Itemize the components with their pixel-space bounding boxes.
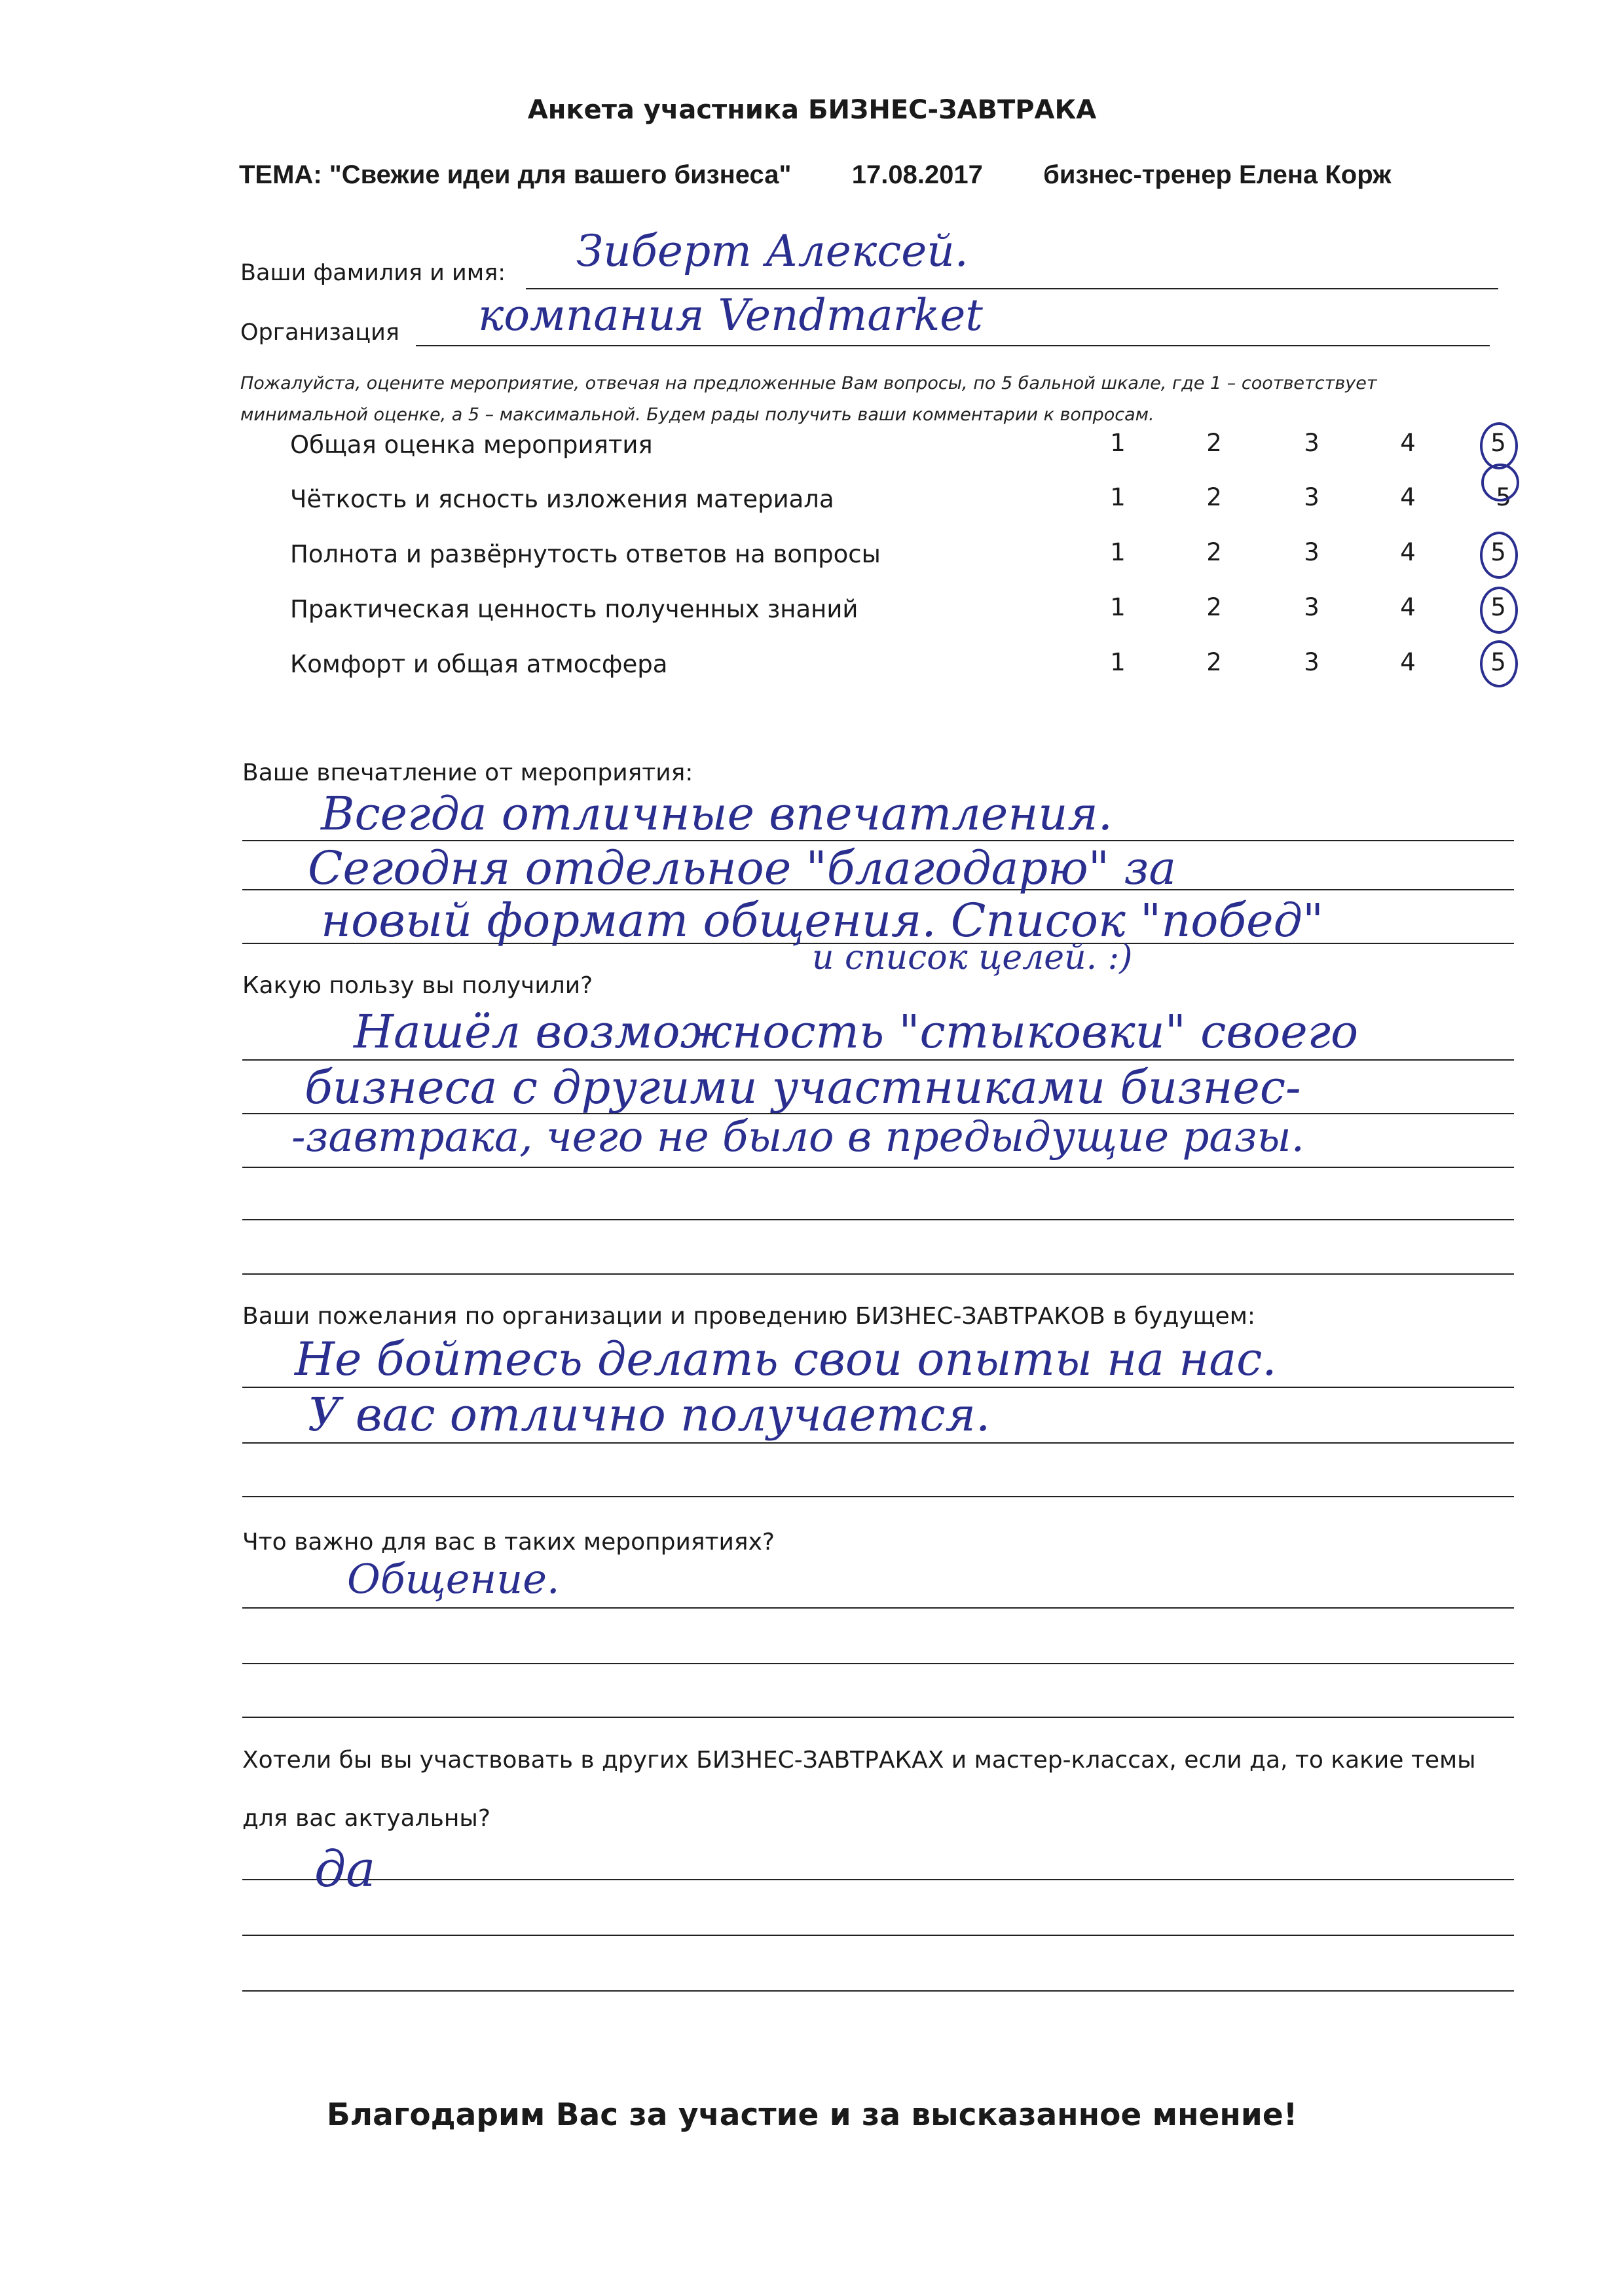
impression-answer-line-1[interactable]: Всегда отличные впечатления. — [321, 787, 1113, 841]
org-label: Организация — [240, 319, 399, 346]
rating-option-3[interactable]: 3 — [1304, 648, 1320, 676]
important-label: Что важно для вас в таких мероприятиях? — [242, 1529, 775, 1556]
answer-line — [242, 1167, 1514, 1168]
rating-option-1[interactable]: 1 — [1110, 429, 1126, 457]
benefit-answer-line-3[interactable]: -завтрака, чего не было в предыдущие разы. — [291, 1113, 1304, 1161]
answer-line — [242, 1935, 1514, 1936]
rating-option-3[interactable]: 3 — [1304, 429, 1320, 457]
rating-option-2[interactable]: 2 — [1206, 483, 1222, 511]
rating-option-3[interactable]: 3 — [1304, 483, 1320, 511]
selected-rating-circle — [1480, 422, 1518, 469]
answer-line — [242, 1717, 1514, 1718]
rating-option-5[interactable]: 5 — [1496, 483, 1511, 511]
rating-option-3[interactable]: 3 — [1304, 538, 1320, 566]
selected-rating-circle — [1480, 532, 1518, 579]
rating-option-1[interactable]: 1 — [1110, 538, 1126, 566]
rating-option-1[interactable]: 1 — [1110, 483, 1126, 511]
impression-label: Ваше впечатление от мероприятия: — [242, 759, 693, 786]
rating-option-3[interactable]: 3 — [1304, 593, 1320, 621]
rating-instructions: Пожалуйста, оцените мероприятие, отвечая на предложенные Вам вопросы, по 5 бальной шкале, где 1 – соответствует минимальной оценке, а 5 – максимальной. Будем рады получить ваши комментарии к вопросам. — [240, 373, 1377, 425]
impression-answer-line-3[interactable]: новый формат общения. Список "побед" — [321, 894, 1324, 947]
rating-option-5[interactable]: 5 — [1490, 538, 1506, 566]
rating-option-4[interactable]: 4 — [1400, 429, 1416, 457]
rating-question: Комфорт и общая атмосфера — [290, 650, 668, 678]
impression-answer-line-4[interactable]: и список целей. :) — [812, 938, 1133, 977]
rating-option-5[interactable]: 5 — [1490, 593, 1506, 621]
impression-answer-line-2[interactable]: Сегодня отдельное "благодарю" за — [308, 841, 1177, 895]
benefit-label: Какую пользу вы получили? — [242, 972, 593, 999]
rating-option-4[interactable]: 4 — [1400, 648, 1416, 676]
future-label-line-1: Хотели бы вы участвовать в других БИЗНЕС-ЗАВТРАКАХ и мастер-классах, если да, то какие темы — [242, 1747, 1476, 1774]
selected-rating-circle — [1480, 587, 1518, 634]
rating-option-5[interactable]: 5 — [1490, 648, 1506, 676]
answer-line — [242, 1607, 1514, 1609]
rating-option-4[interactable]: 4 — [1400, 593, 1416, 621]
event-date: 17.08.2017 — [851, 160, 983, 189]
rating-option-5[interactable]: 5 — [1490, 429, 1506, 457]
wishes-label: Ваши пожелания по организации и проведению БИЗНЕС-ЗАВТРАКОВ в будущем: — [242, 1303, 1255, 1330]
benefit-answer-line-2[interactable]: бизнеса с другими участниками бизнес- — [304, 1061, 1301, 1114]
rating-option-1[interactable]: 1 — [1110, 593, 1126, 621]
answer-line — [242, 1273, 1514, 1275]
selected-rating-circle — [1480, 640, 1518, 687]
rating-option-1[interactable]: 1 — [1110, 648, 1126, 676]
form-title: Анкета участника БИЗНЕС-ЗАВТРАКА — [527, 95, 1097, 125]
important-answer[interactable]: Общение. — [347, 1555, 560, 1603]
wishes-answer-line-1[interactable]: Не бойтесь делать свои опыты на нас. — [295, 1332, 1277, 1386]
answer-line — [242, 1219, 1514, 1220]
rating-option-2[interactable]: 2 — [1206, 593, 1222, 621]
topic-text: "Свежие идеи для вашего бизнеса" — [329, 160, 792, 189]
future-label-line-2: для вас актуальны? — [242, 1805, 490, 1832]
name-line — [526, 288, 1498, 289]
benefit-answer-line-1[interactable]: Нашёл возможность "стыковки" своего — [354, 1005, 1359, 1059]
topic-label: ТЕМА: — [239, 160, 322, 189]
rating-question: Чёткость и ясность изложения материала — [290, 485, 834, 513]
selected-rating-circle — [1481, 464, 1519, 501]
topic-line — [239, 160, 1391, 190]
answer-line — [242, 1663, 1514, 1664]
rating-option-2[interactable]: 2 — [1206, 538, 1222, 566]
rating-option-4[interactable]: 4 — [1400, 538, 1416, 566]
wishes-answer-line-2[interactable]: У вас отлично получается. — [308, 1388, 991, 1442]
rating-question: Полнота и развёрнутость ответов на вопросы — [290, 540, 881, 568]
rating-question: Общая оценка мероприятия — [290, 431, 653, 459]
name-field[interactable]: Зиберт Алексей. — [576, 226, 969, 276]
rating-option-4[interactable]: 4 — [1400, 483, 1416, 511]
thank-you-note: Благодарим Вас за участие и за высказанное мнение! — [326, 2097, 1298, 2133]
rating-option-2[interactable]: 2 — [1206, 429, 1222, 457]
answer-line — [242, 1879, 1514, 1880]
answer-line — [242, 1496, 1514, 1497]
answer-line — [242, 1442, 1514, 1444]
org-field[interactable]: компания Vendmarket — [478, 290, 983, 340]
trainer-name: бизнес-тренер Елена Корж — [1043, 160, 1392, 189]
rating-option-2[interactable]: 2 — [1206, 648, 1222, 676]
answer-line — [242, 1990, 1514, 1992]
rating-question: Практическая ценность полученных знаний — [290, 595, 858, 623]
org-line — [416, 345, 1490, 346]
future-answer[interactable]: да — [314, 1840, 376, 1898]
name-label: Ваши фамилия и имя: — [240, 260, 506, 286]
